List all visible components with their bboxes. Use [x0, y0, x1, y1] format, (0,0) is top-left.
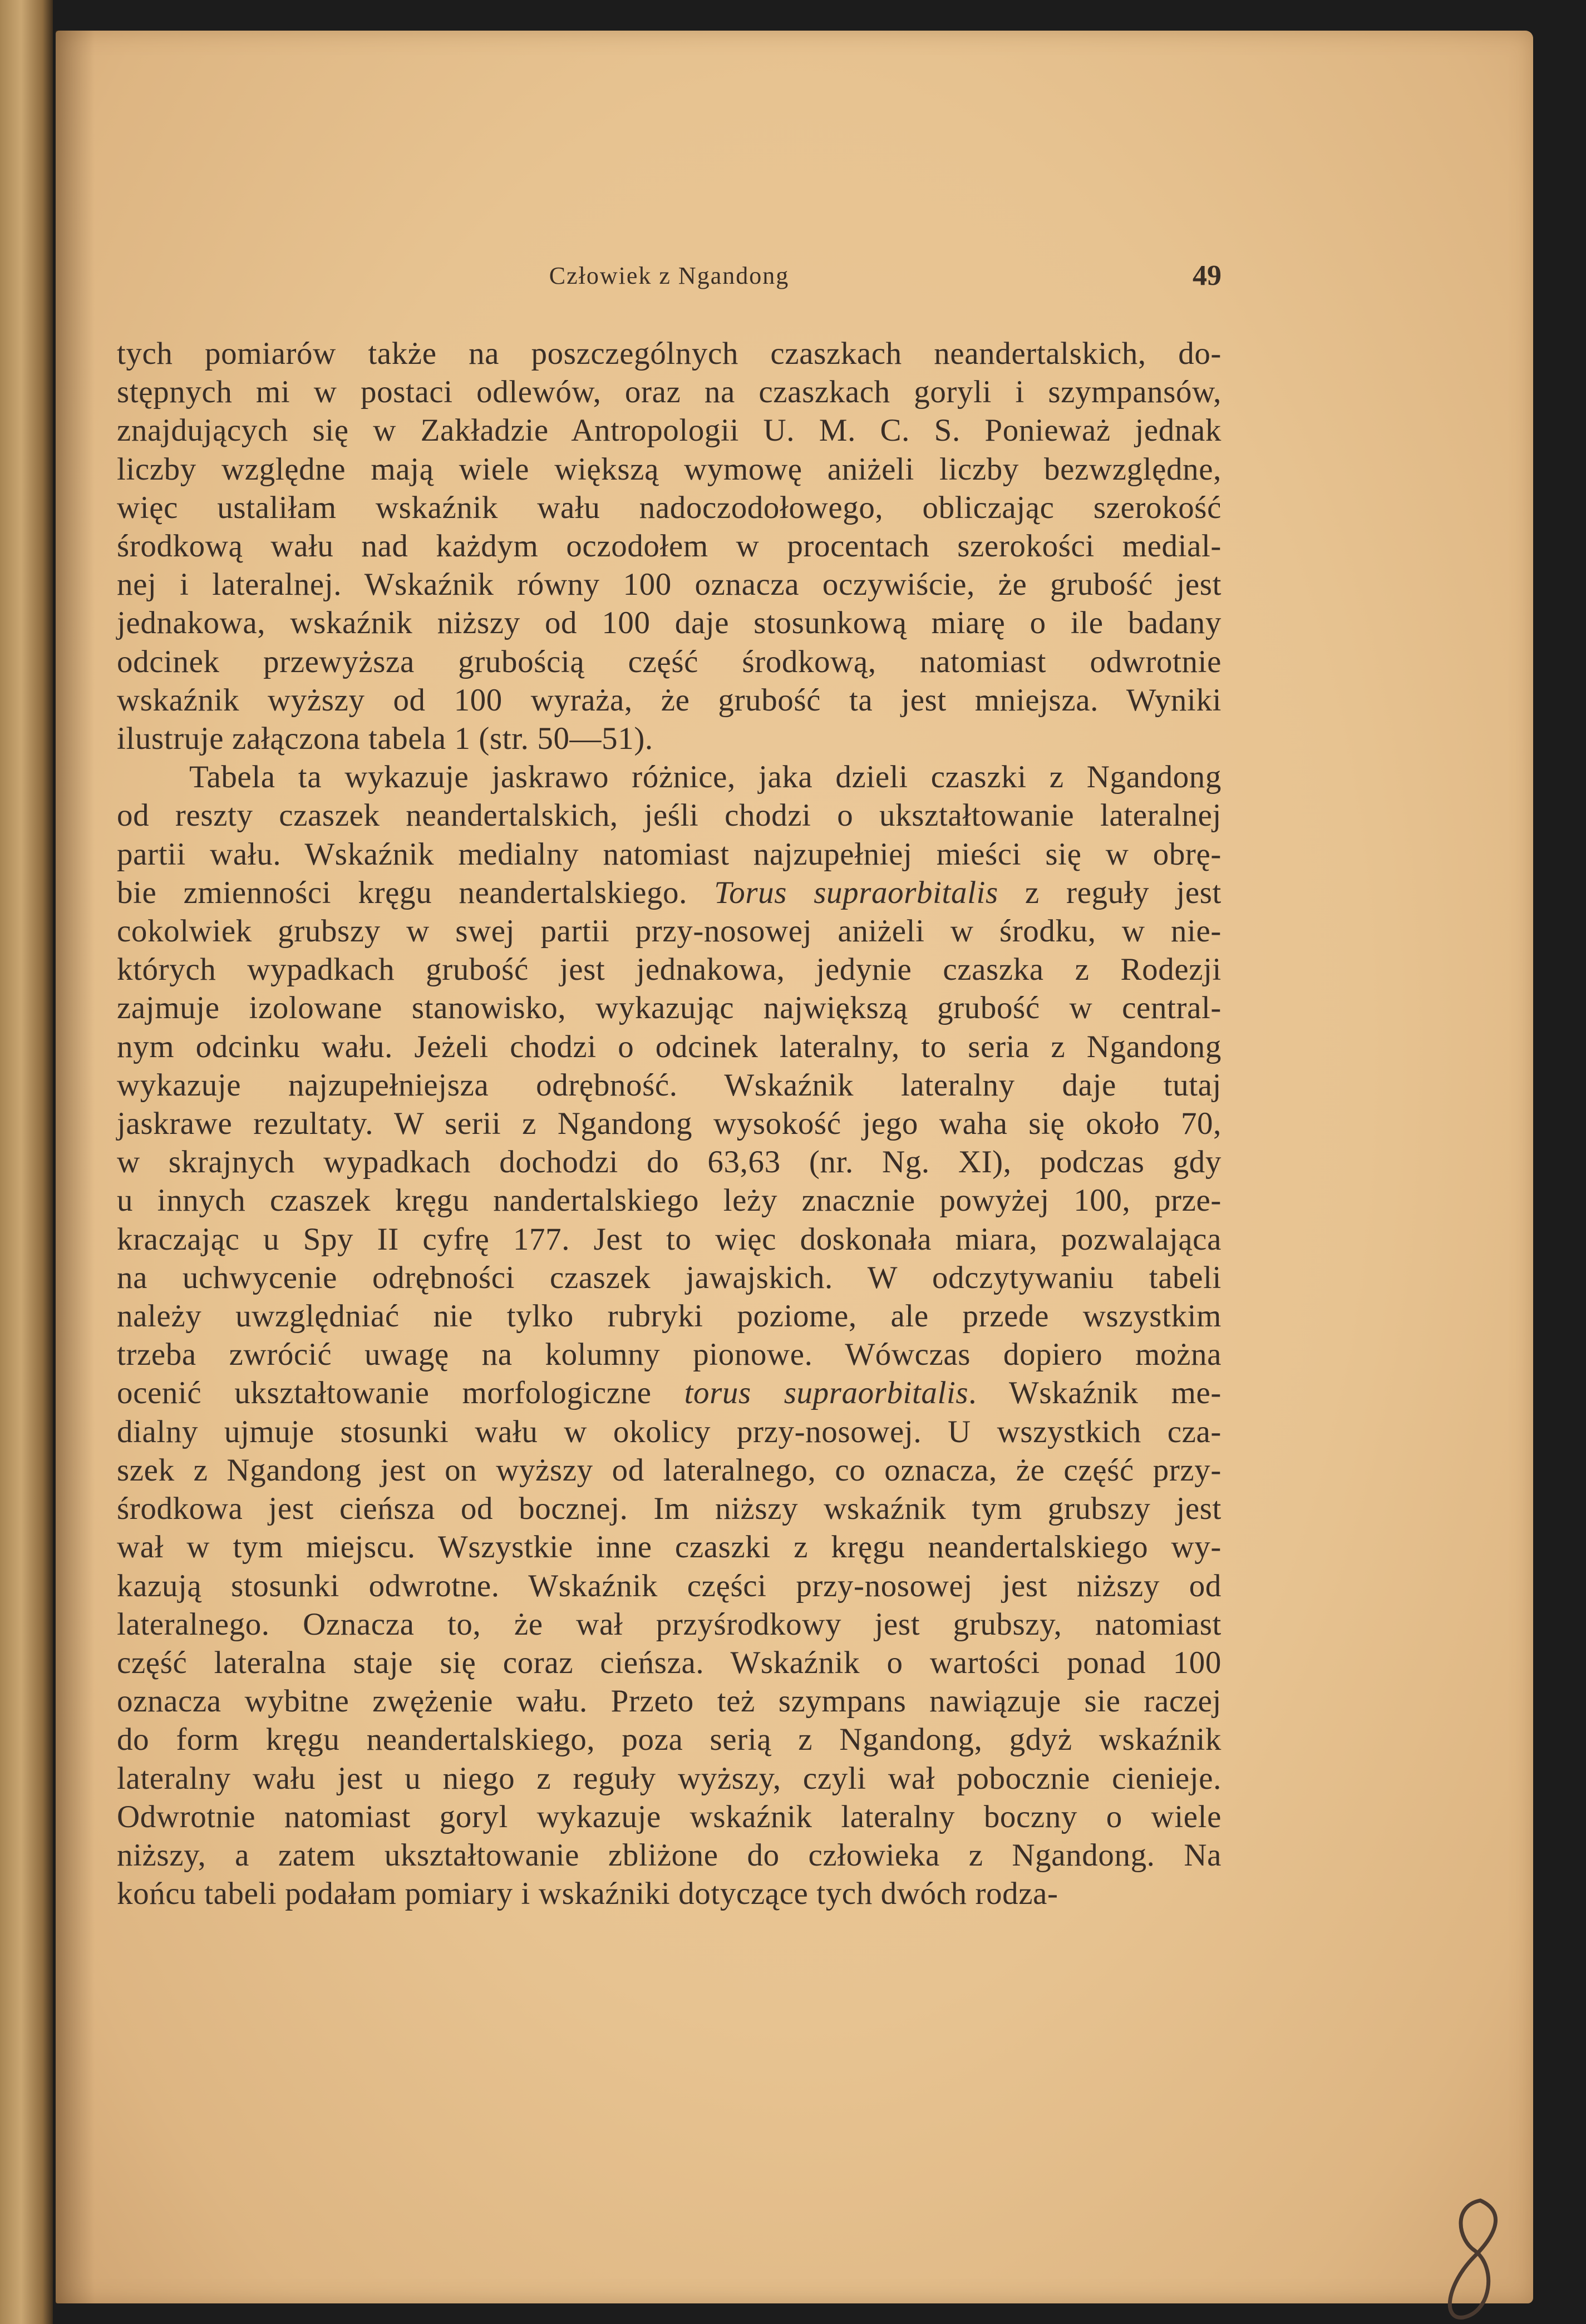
text-line: zajmuje izolowane stanowisko, wykazując największą grubość w central- [117, 990, 1221, 1026]
text-line: tych pomiarów także na poszczególnych czaszkach neandertalskich, do- [117, 336, 1221, 371]
text-line: ilustruje załączona tabela 1 (str. 50—51). [117, 721, 653, 757]
text-line: lateralnego. Oznacza to, że wał przyśrodkowy jest grubszy, natomiast [117, 1606, 1221, 1642]
text-line: wskaźnik wyższy od 100 wyraża, że grubość ta jest mniejsza. Wyniki [117, 682, 1221, 718]
text-line: cokolwiek grubszy w swej partii przy-nosowej aniżeli w środku, w nie- [117, 914, 1221, 949]
text-line: od reszty czaszek neandertalskich, jeśli chodzi o ukształtowanie lateralnej [117, 798, 1221, 833]
text-line: liczby względne mają wiele większą wymowę aniżeli liczby bezwzględne, [117, 451, 1221, 487]
text-line: których wypadkach grubość jest jednakowa, jedynie czaszka z Rodezji [117, 952, 1221, 988]
text-line: znajdujących się w Zakładzie Antropologii U. M. C. S. Ponieważ jednak [117, 413, 1221, 448]
paragraph [117, 758, 1221, 1913]
text-line: część lateralna staje się coraz cieńsza. Wskaźnik o wartości ponad 100 [117, 1645, 1221, 1680]
running-header [117, 261, 1221, 300]
paragraph [117, 334, 1221, 758]
book-page [56, 31, 1533, 2303]
text-line: końcu tabeli podałam pomiary i wskaźniki dotyczące tych dwóch rodza- [117, 1876, 1058, 1912]
handwritten-folio-mark [1413, 2189, 1525, 2324]
text-line: lateralny wału jest u niego z reguły wyższy, czyli wał pobocznie cienieje. [117, 1760, 1221, 1796]
text-line: środkową wału nad każdym oczodołem w procentach szerokości medial- [117, 529, 1221, 564]
text-line: na uchwycenie odrębności czaszek jawajskich. W odczytywaniu tabeli [117, 1260, 1221, 1295]
text-line: jaskrawe rezultaty. W serii z Ngandong wysokość jego waha się około 70, [117, 1106, 1221, 1142]
text-line: więc ustaliłam wskaźnik wału nadoczodołowego, obliczając szerokość [117, 490, 1221, 525]
folio-mark-label: 8 [1413, 2189, 1414, 2190]
text-line: u innych czaszek kręgu nandertalskiego leży znacznie powyżej 100, prze- [117, 1183, 1221, 1218]
text-line: wał w tym miejscu. Wszystkie inne czaszki z kręgu neandertalskiego wy- [117, 1529, 1221, 1565]
text-line: ocenić ukształtowanie morfologiczne torus supraorbitalis. Wskaźnik me- [117, 1375, 1221, 1411]
gutter-shadow [56, 31, 95, 2303]
text-line: jednakowa, wskaźnik niższy od 100 daje stosunkową miarę o ile badany [117, 605, 1221, 641]
text-line: kraczając u Spy II cyfrę 177. Jest to więc doskonała miara, pozwalająca [117, 1221, 1221, 1257]
text-line: wykazuje najzupełniejsza odrębność. Wskaźnik lateralny daje tutaj [117, 1067, 1221, 1103]
text-line: partii wału. Wskaźnik medialny natomiast najzupełniej mieści się w obrę- [117, 836, 1221, 872]
text-line: trzeba zwrócić uwagę na kolumny pionowe. Wówczas dopiero można [117, 1337, 1221, 1373]
text-line: bie zmienności kręgu neandertalskiego. Torus supraorbitalis z reguły jest [117, 875, 1221, 910]
text-line: szek z Ngandong jest on wyższy od lateralnego, co oznacza, że część przy- [117, 1452, 1221, 1488]
running-title: Człowiek z Ngandong [549, 262, 790, 289]
text-line: Tabela ta wykazuje jaskrawo różnice, jaka dzieli czaszki z Ngandong [189, 759, 1221, 795]
text-line: do form kręgu neandertalskiego, poza serią z Ngandong, gdyż wskaźnik [117, 1722, 1221, 1758]
text-line: odcinek przewyższa grubością część środkową, natomiast odwrotnie [117, 644, 1221, 679]
text-line: w skrajnych wypadkach dochodzi do 63,63 (nr. Ng. XI), podczas gdy [117, 1144, 1221, 1180]
page-number: 49 [1193, 260, 1221, 292]
text-line: Odwrotnie natomiast goryl wykazuje wskaźnik lateralny boczny o wiele [117, 1799, 1221, 1834]
body-text [117, 334, 1221, 1913]
text-line: oznacza wybitne zwężenie wału. Przeto też szympans nawiązuje sie raczej [117, 1684, 1221, 1719]
text-line: niższy, a zatem ukształtowanie zbliżone do człowieka z Ngandong. Na [117, 1837, 1221, 1873]
previous-page-edge [0, 0, 53, 2324]
text-line: nej i lateralnej. Wskaźnik równy 100 oznacza oczywiście, że grubość jest [117, 567, 1221, 603]
text-line: należy uwzględniać nie tylko rubryki poziome, ale przede wszystkim [117, 1299, 1221, 1334]
text-line: kazują stosunki odwrotne. Wskaźnik części przy-nosowej jest niższy od [117, 1568, 1221, 1603]
text-line: nym odcinku wału. Jeżeli chodzi o odcinek lateralny, to seria z Ngandong [117, 1029, 1221, 1064]
text-line: środkowa jest cieńsza od bocznej. Im niższy wskaźnik tym grubszy jest [117, 1491, 1221, 1527]
text-line: stępnych mi w postaci odlewów, oraz na czaszkach goryli i szympansów, [117, 374, 1221, 410]
text-line: dialny ujmuje stosunki wału w okolicy przy-nosowej. U wszystkich cza- [117, 1414, 1221, 1449]
